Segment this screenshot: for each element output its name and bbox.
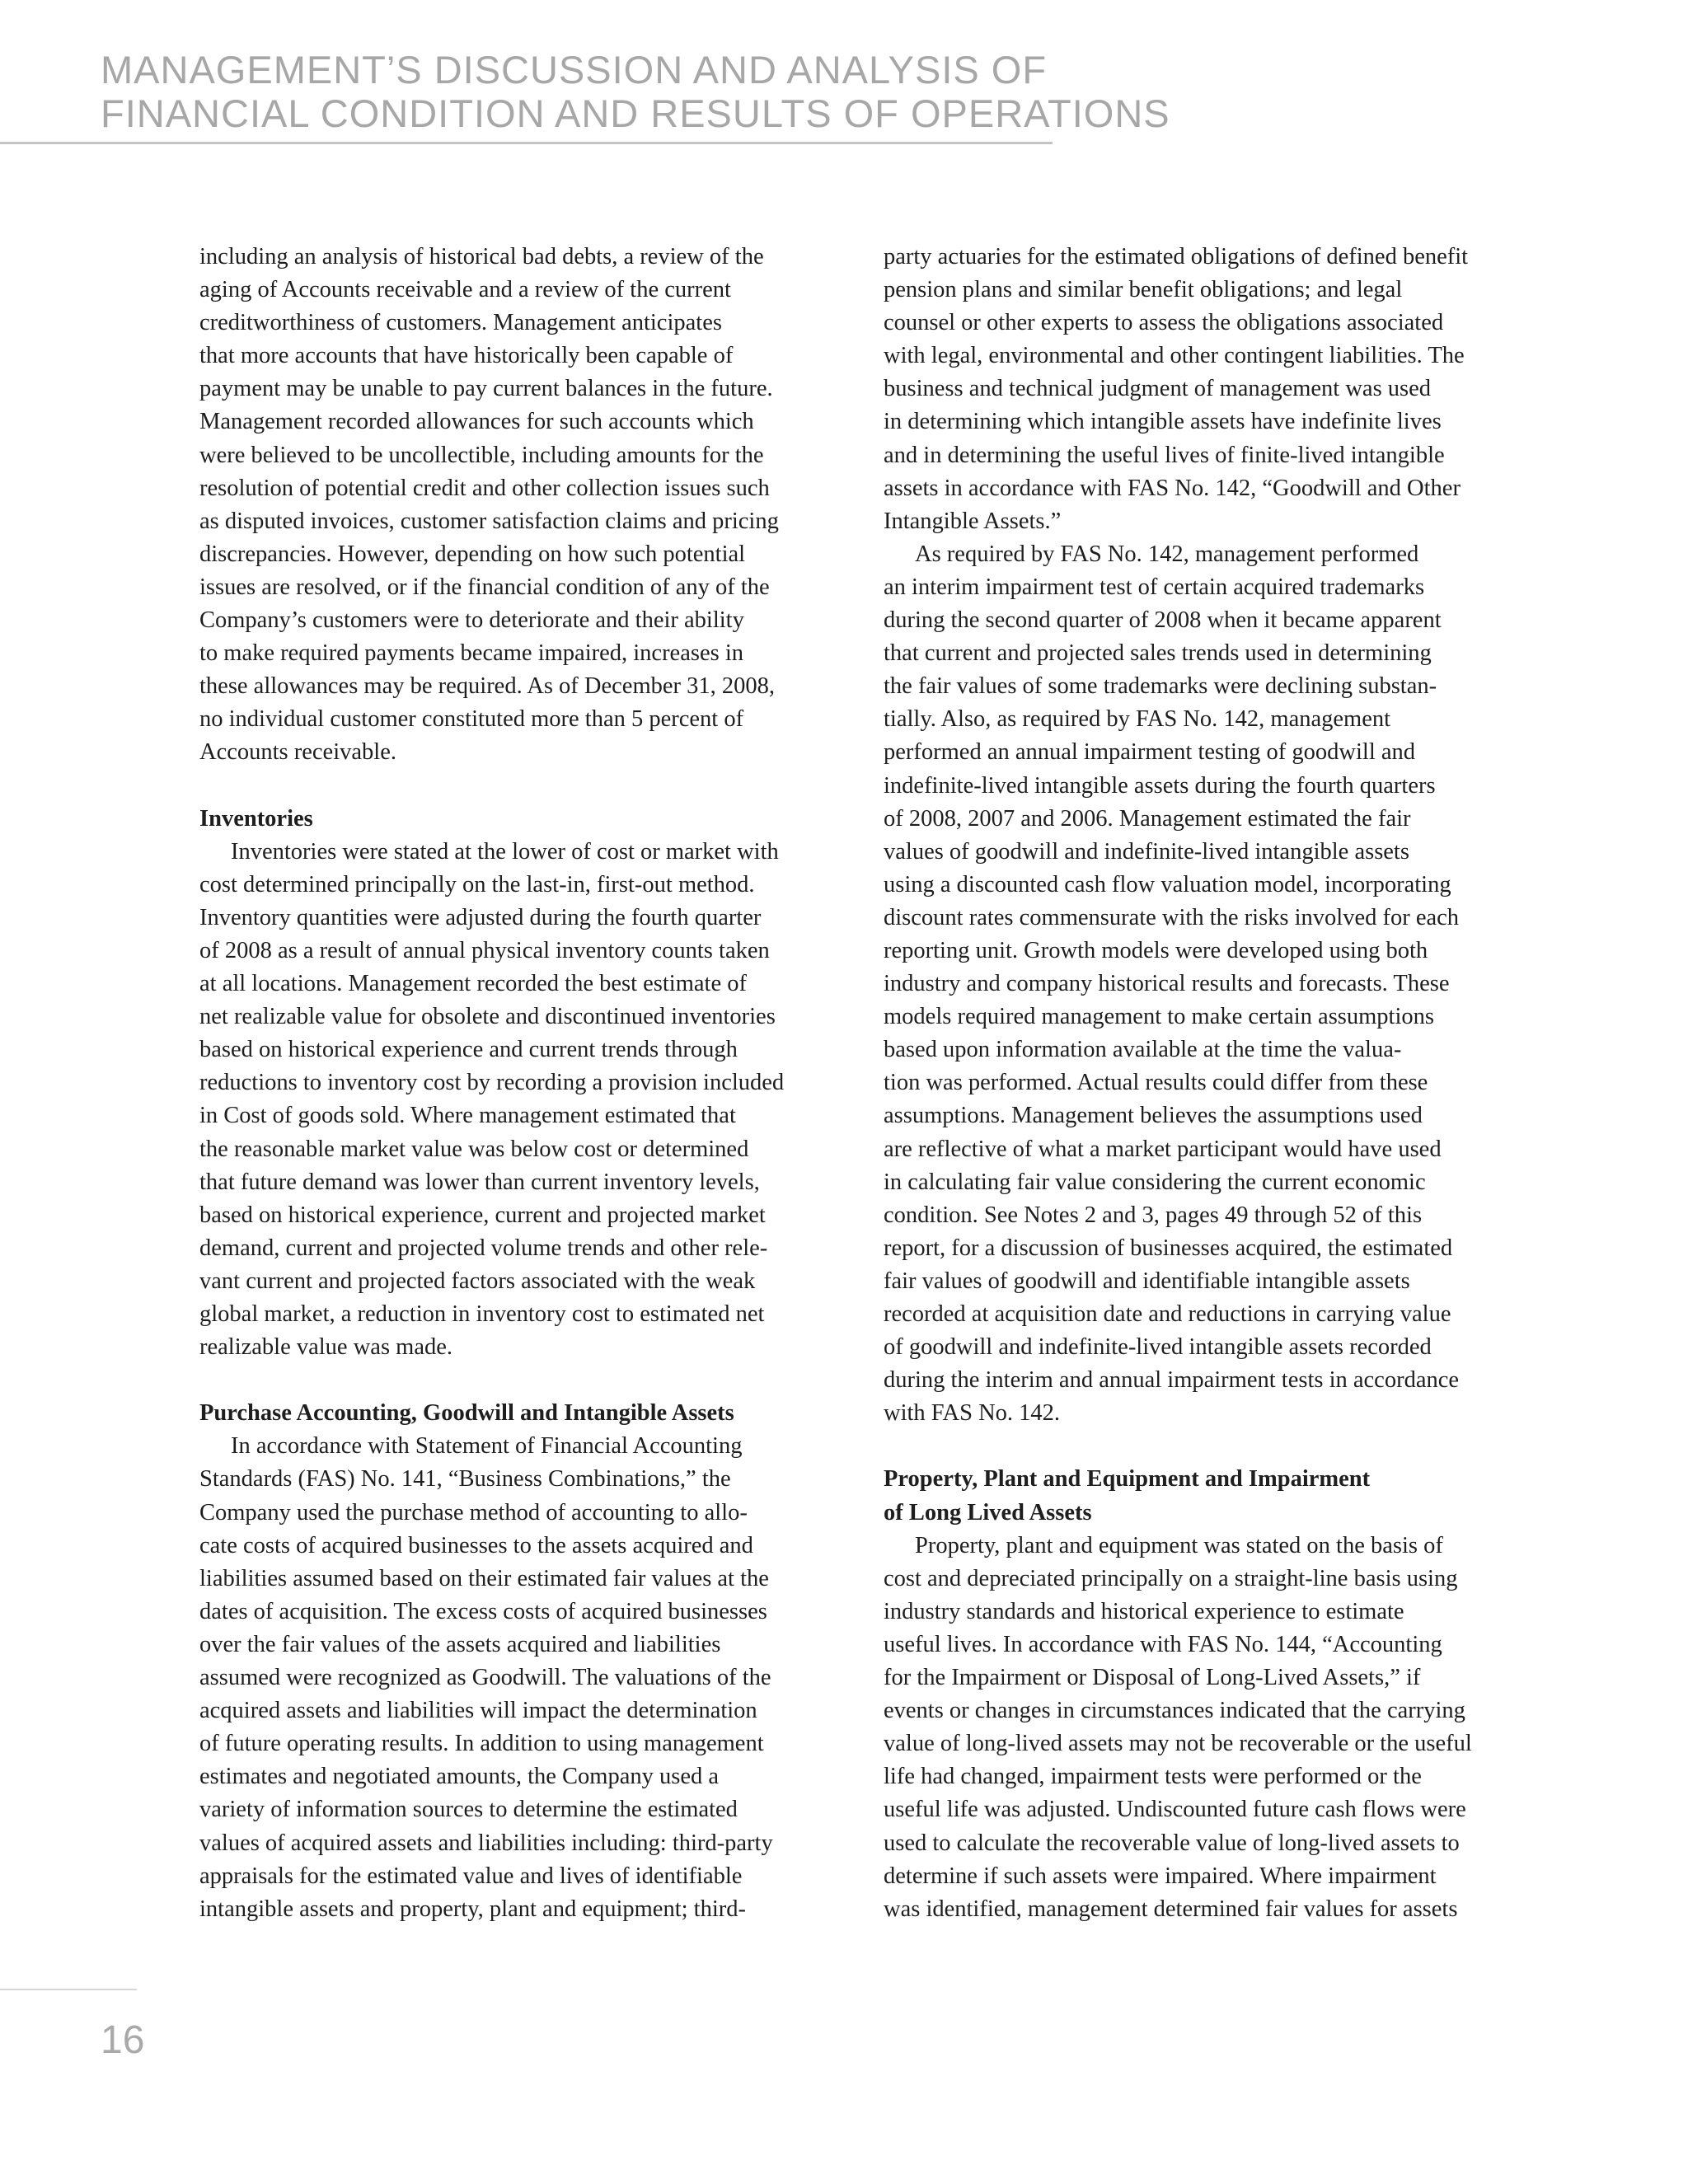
paragraph-gap — [884, 1430, 1526, 1463]
text-line: as disputed invoices, customer satisfaction claims and pricing — [199, 508, 779, 534]
text-line: cost determined principally on the last-in, first-out method. — [199, 871, 755, 898]
text-line: Standards (FAS) No. 141, “Business Combinations,” the — [199, 1466, 731, 1493]
left-column — [199, 241, 842, 1926]
text-line: liabilities assumed based on their estimated fair values at the — [199, 1565, 769, 1591]
section-heading: Property, Plant and Equipment and Impairment — [884, 1466, 1371, 1493]
text-line: tion was performed. Actual results could differ from these — [884, 1070, 1428, 1096]
text-line: acquired assets and liabilities will impact the determination — [199, 1698, 757, 1724]
text-line: variety of information sources to determine the estimated — [199, 1797, 738, 1823]
right-column — [884, 241, 1526, 1926]
text-line: events or changes in circumstances indicated that the carrying — [884, 1698, 1465, 1724]
text-line: assets in accordance with FAS No. 142, “Goodwill and Other — [884, 475, 1461, 501]
text-line: performed an annual impairment testing of goodwill and — [884, 739, 1416, 766]
text-line: discount rates commensurate with the risks involved for each — [884, 904, 1460, 930]
text-line: that current and projected sales trends used in determining — [884, 640, 1432, 667]
header-title-line-1: MANAGEMENT’S DISCUSSION AND ANALYSIS OF — [101, 48, 1048, 91]
text-line: business and technical judgment of management was used — [884, 376, 1432, 402]
text-line: no individual customer constituted more than 5 percent of — [199, 706, 744, 733]
section-heading: Purchase Accounting, Goodwill and Intangible Assets — [199, 1400, 734, 1427]
text-line: aging of Accounts receivable and a review of the current — [199, 277, 731, 303]
text-line: that future demand was lower than current inventory levels, — [199, 1169, 760, 1195]
text-line: used to calculate the recoverable value of long-lived assets to — [884, 1830, 1460, 1856]
text-line: based on historical experience, current and projected market — [199, 1202, 766, 1228]
text-line: cost and depreciated principally on a straight-line basis using — [884, 1565, 1458, 1591]
text-line: recorded at acquisition date and reductions in carrying value — [884, 1301, 1451, 1327]
text-line: Inventories were stated at the lower of cost or market with — [231, 838, 779, 865]
text-line: based upon information available at the time the valua- — [884, 1037, 1402, 1063]
text-line: of future operating results. In addition to using management — [199, 1731, 764, 1757]
text-line: including an analysis of historical bad debts, a review of the — [199, 244, 764, 269]
text-line: tially. Also, as required by FAS No. 142, management — [884, 706, 1391, 733]
text-line: of 2008 as a result of annual physical inventory counts taken — [199, 937, 770, 963]
text-line: net realizable value for obsolete and discontinued inventories — [199, 1004, 776, 1030]
section-heading: of Long Lived Assets — [884, 1499, 1092, 1526]
text-line: condition. See Notes 2 and 3, pages 49 through 52 of this — [884, 1202, 1423, 1228]
text-line: Accounts receivable. — [199, 739, 396, 766]
text-line: industry and company historical results and forecasts. These — [884, 971, 1450, 997]
text-line: party actuaries for the estimated obligations of defined benefit — [884, 244, 1469, 269]
text-line: at all locations. Management recorded the best estimate of — [199, 971, 747, 997]
text-line: with FAS No. 142. — [884, 1400, 1061, 1427]
text-line: that more accounts that have historically been capable of — [199, 343, 734, 369]
text-line: counsel or other experts to assess the obligations associated — [884, 310, 1444, 336]
text-line: fair values of goodwill and identifiable intangible assets — [884, 1268, 1410, 1294]
text-line: reporting unit. Growth models were developed using both — [884, 937, 1428, 963]
text-line: Management recorded allowances for such accounts which — [199, 409, 754, 435]
text-line: values of acquired assets and liabilities including: third-party — [199, 1830, 773, 1856]
text-line: to make required payments became impaired, increases in — [199, 640, 743, 667]
header-title-line-2: FINANCIAL CONDITION AND RESULTS OF OPERATIONS — [101, 91, 1170, 135]
text-line: using a discounted cash flow valuation model, incorporating — [884, 871, 1451, 898]
section-heading: Inventories — [199, 805, 313, 832]
text-line: pension plans and similar benefit obligations; and legal — [884, 277, 1403, 303]
text-line: realizable value was made. — [199, 1334, 453, 1361]
text-line: models required management to make certain assumptions — [884, 1004, 1434, 1030]
text-line: was identified, management determined fair values for assets — [884, 1896, 1458, 1922]
text-line: Company’s customers were to deteriorate and their ability — [199, 607, 744, 634]
text-line: the fair values of some trademarks were declining substan- — [884, 673, 1437, 700]
text-line: issues are resolved, or if the financial condition of any of the — [199, 574, 770, 600]
text-line: In accordance with Statement of Financial Accounting — [231, 1433, 743, 1460]
text-line: for the Impairment or Disposal of Long-Lived Assets,” if — [884, 1665, 1421, 1691]
text-line: of 2008, 2007 and 2006. Management estimated the fair — [884, 805, 1411, 832]
text-line: in Cost of goods sold. Where management estimated that — [199, 1103, 736, 1129]
text-line: assumed were recognized as Goodwill. The valuations of the — [199, 1665, 771, 1691]
text-line: creditworthiness of customers. Management anticipates — [199, 310, 722, 336]
text-line: values of goodwill and indefinite-lived intangible assets — [884, 838, 1409, 865]
text-line: of goodwill and indefinite-lived intangible assets recorded — [884, 1334, 1432, 1361]
text-line: during the interim and annual impairment tests in accordance — [884, 1367, 1460, 1394]
text-line: determine if such assets were impaired. Where impairment — [884, 1863, 1437, 1889]
text-line: Inventory quantities were adjusted during the fourth quarter — [199, 904, 762, 930]
text-line: useful life was adjusted. Undiscounted future cash flows were — [884, 1797, 1466, 1823]
text-line: report, for a discussion of businesses acquired, the estimated — [884, 1235, 1453, 1261]
text-line: demand, current and projected volume trends and other rele- — [199, 1235, 768, 1261]
text-line: the reasonable market value was below cost or determined — [199, 1136, 749, 1162]
text-line: in determining which intangible assets have indefinite lives — [884, 409, 1442, 435]
text-line: cate costs of acquired businesses to the assets acquired and — [199, 1532, 753, 1558]
text-line: and in determining the useful lives of finite-lived intangible — [884, 442, 1445, 468]
text-line: estimates and negotiated amounts, the Company used a — [199, 1764, 720, 1790]
text-line: payment may be unable to pay current balances in the future. — [199, 376, 773, 402]
text-line: value of long-lived assets may not be recoverable or the useful — [884, 1731, 1472, 1757]
text-line: resolution of potential credit and other collection issues such — [199, 475, 770, 501]
text-line: are reflective of what a market participant would have used — [884, 1136, 1442, 1162]
text-line: vant current and projected factors associated with the weak — [199, 1268, 756, 1294]
text-line: Intangible Assets.” — [884, 508, 1062, 534]
text-line: based on historical experience and current trends through — [199, 1037, 738, 1063]
text-line: during the second quarter of 2008 when it became apparent — [884, 607, 1442, 634]
text-line: in calculating fair value considering the current economic — [884, 1169, 1426, 1195]
footer-divider — [0, 1989, 137, 1990]
header-divider — [0, 142, 1053, 144]
text-line: over the fair values of the assets acquired and liabilities — [199, 1631, 721, 1657]
text-line: useful lives. In accordance with FAS No. 144, “Accounting — [884, 1631, 1442, 1657]
text-line: with legal, environmental and other contingent liabilities. The — [884, 343, 1465, 369]
text-line: assumptions. Management believes the assumptions used — [884, 1103, 1423, 1129]
text-line: Company used the purchase method of accounting to allo- — [199, 1499, 748, 1526]
text-line: life had changed, impairment tests were performed or the — [884, 1764, 1422, 1790]
page-header — [101, 48, 1170, 135]
text-line: industry standards and historical experience to estimate — [884, 1598, 1404, 1624]
text-line: appraisals for the estimated value and lives of identifiable — [199, 1863, 743, 1889]
text-line: were believed to be uncollectible, including amounts for the — [199, 442, 764, 468]
text-line: intangible assets and property, plant and equipment; third- — [199, 1896, 746, 1922]
text-line: indefinite-lived intangible assets during the fourth quarters — [884, 772, 1436, 799]
text-line: reductions to inventory cost by recording a provision included — [199, 1070, 785, 1096]
text-line: these allowances may be required. As of December 31, 2008, — [199, 673, 776, 700]
text-line: global market, a reduction in inventory cost to estimated net — [199, 1301, 765, 1327]
text-line: As required by FAS No. 142, management performed — [915, 541, 1419, 567]
paragraph-gap — [199, 1364, 842, 1397]
text-line: dates of acquisition. The excess costs of acquired businesses — [199, 1598, 767, 1624]
text-line: an interim impairment test of certain acquired trademarks — [884, 574, 1425, 600]
paragraph-gap — [199, 770, 842, 803]
text-line: discrepancies. However, depending on how such potential — [199, 541, 746, 567]
page-number: 16 — [101, 2018, 145, 2062]
text-line: Property, plant and equipment was stated on the basis of — [915, 1532, 1443, 1558]
